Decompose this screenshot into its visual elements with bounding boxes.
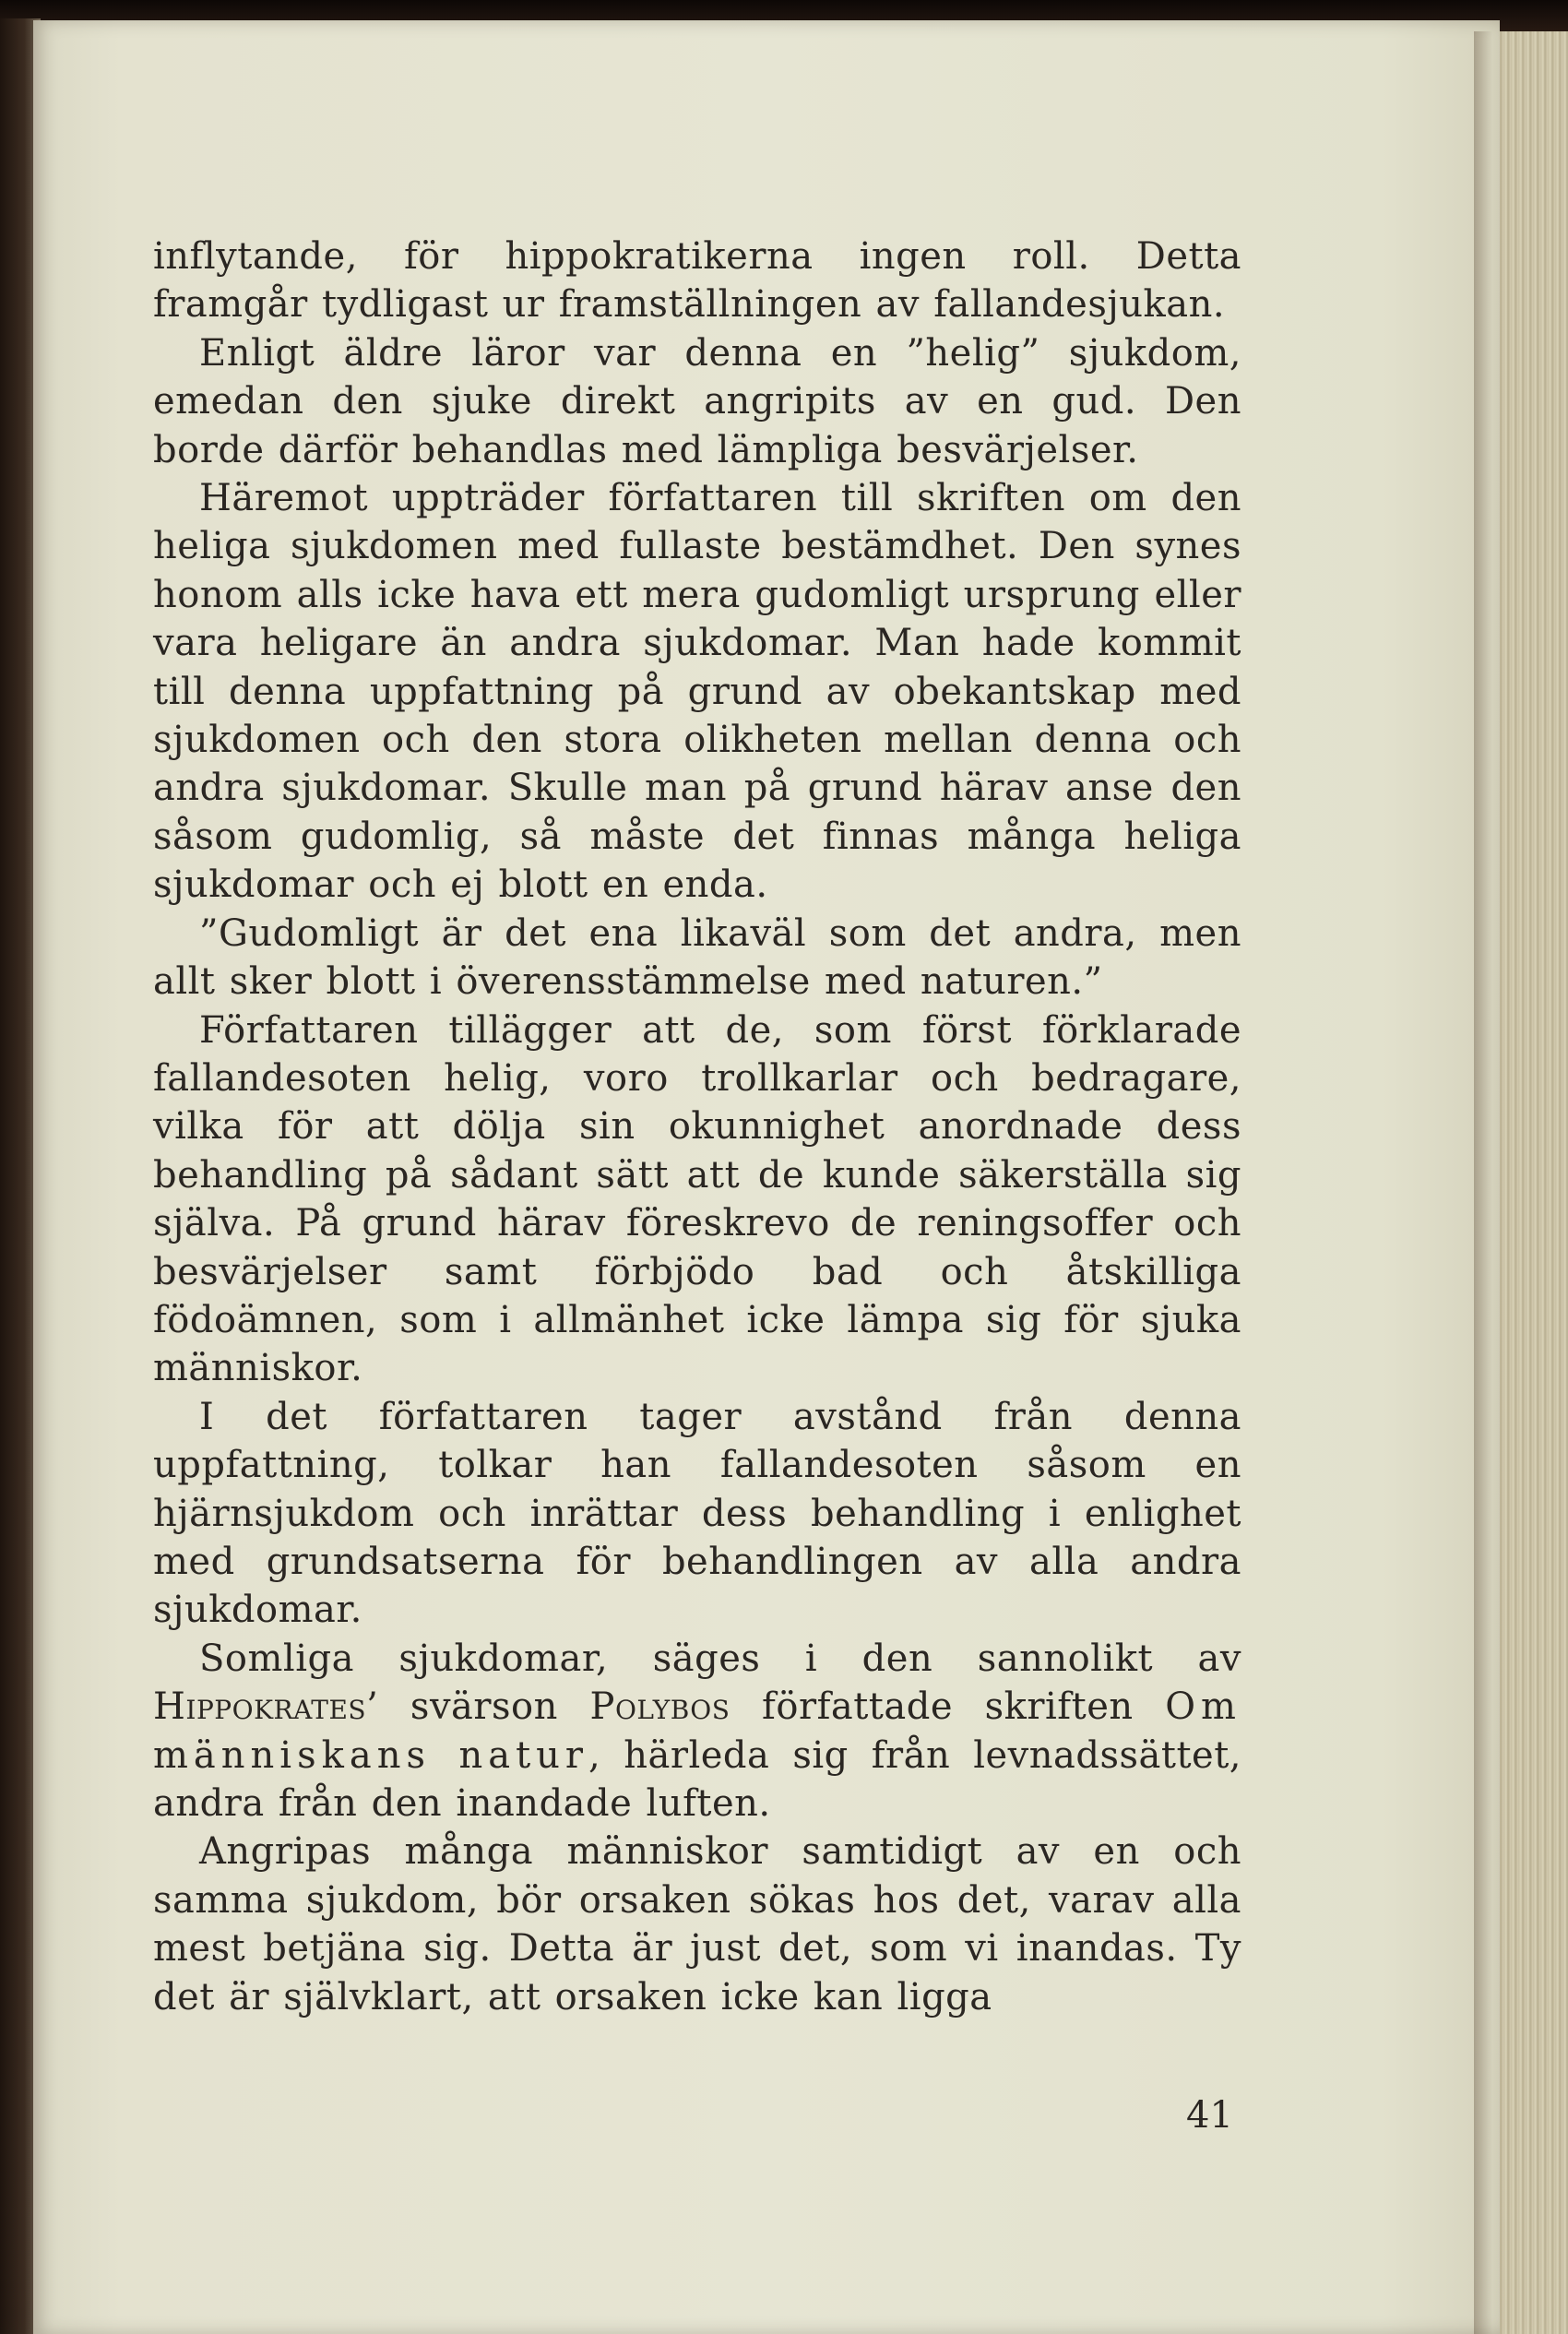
paragraph-7-text: författade skriften: [730, 1685, 1166, 1729]
author-name-hippokrates: Hippokrates: [153, 1685, 367, 1729]
paragraph-1: inflytande, för hippokratikerna ingen roll. Detta framgår tydligast ur framställningen av fallandesjukan.: [153, 235, 1241, 327]
paragraph-6: I det författaren tager avstånd från denna uppfattning, tolkar han fallandesoten såsom en hjärnsjukdom och inrättar dess behandling i enlighet med grundsatserna för behandlingen av alla andra sjukdomar.: [153, 1395, 1241, 1632]
paragraph-7-text: ’ svärson: [366, 1685, 590, 1729]
author-name-polybos: Polybos: [589, 1685, 731, 1729]
paragraph-5: Författaren tillägger att de, som först förklarade fallandesoten helig, voro trollkarlar och bedragare, vilka för att dölja sin okunnighet anordnade dess behandling på sådant sätt att de kunde säkerställa sig själva. På grund härav föreskrevo de reningsoffer och besvärjelser samt förbjödo bad och åtskilliga födoämnen, som i allmänhet icke lämpa sig för sjuka människor.: [153, 1008, 1241, 1390]
work-title: Om människans natur: [153, 1685, 1241, 1777]
paragraph-3: Häremot uppträder författaren till skriften om den heliga sjukdomen med fullaste bestämdhet. Den synes honom alls icke hava ett mera gudomligt ursprung eller vara heligare än andra sjukdomar. Man hade kommit till denna uppfattning på grund av obekantskap med sjukdomen och den stora olikheten mellan denna och andra sjukdomar. Skulle man på grund härav anse den såsom gudomlig, så måste det finnas många heliga sjukdomar och ej blott en enda.: [153, 477, 1241, 907]
paragraph-2: Enligt äldre läror var denna en ”helig” sjukdom, emedan den sjuke direkt angripits av en gud. Den borde därför behandlas med lämpliga besvärjelser.: [153, 331, 1241, 471]
body-text: [153, 232, 1241, 2021]
book-page: [33, 20, 1500, 2334]
page-stack-shadow: [1474, 31, 1492, 2334]
page-number: 41: [1186, 2094, 1233, 2137]
paragraph-7-text: , härleda sig från levnadssättet, andra från den inandade luften.: [153, 1733, 1241, 1825]
paragraph-8: Angripas många människor samtidigt av en och samma sjukdom, bör orsaken sökas hos det, varav alla mest betjäna sig. Detta är just det, som vi inandas. Ty det är självklart, att orsaken icke kan ligga: [153, 1830, 1241, 2018]
paragraph-4-quote: ”Gudomligt är det ena likaväl som det andra, men allt sker blott i överensstämmelse med naturen.”: [153, 911, 1241, 1004]
paragraph-7-text: Somliga sjukdomar, säges i den sannolikt av: [199, 1637, 1241, 1680]
paragraph-7: [153, 1635, 1241, 1828]
